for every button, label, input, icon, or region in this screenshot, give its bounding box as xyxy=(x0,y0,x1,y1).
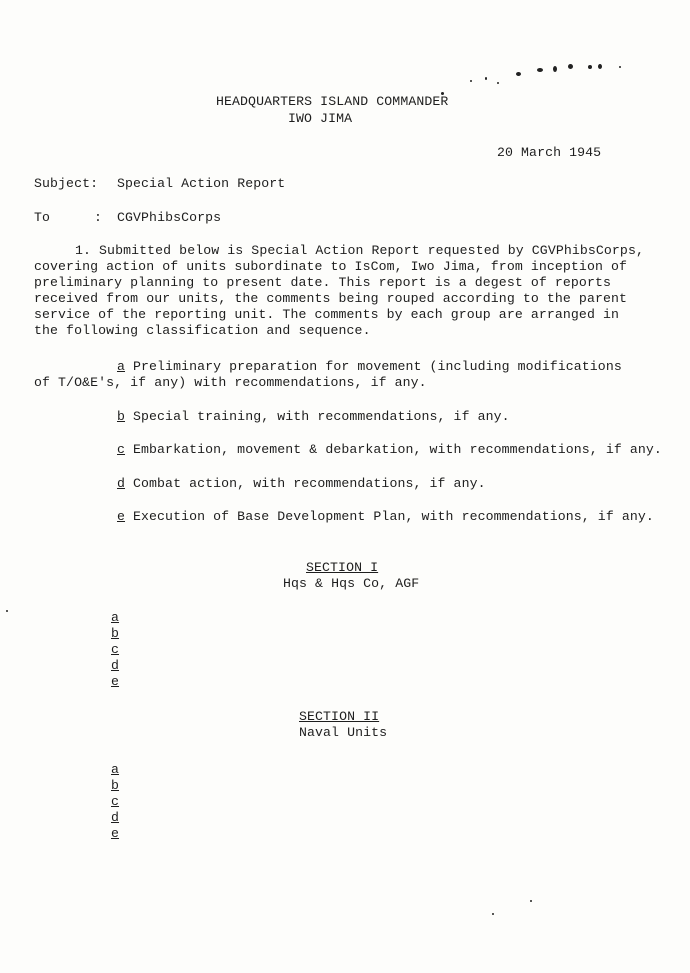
to-label: To xyxy=(34,210,51,225)
section-letter: a xyxy=(111,762,120,777)
subject-label: Subject: xyxy=(34,176,99,191)
section-letter: e xyxy=(111,826,120,841)
paragraph-line: covering action of units subordinate to IsCom, Iwo Jima, from inception of xyxy=(34,259,628,274)
item-letter: c xyxy=(117,442,126,457)
section-letter: e xyxy=(111,674,120,689)
item-letter: e xyxy=(117,509,126,524)
subject-value: Special Action Report xyxy=(117,176,286,191)
section-letter: b xyxy=(111,778,120,793)
paragraph-line: received from our units, the comments being rouped according to the parent xyxy=(34,291,628,306)
section-letter: c xyxy=(111,794,120,809)
section-title: SECTION II xyxy=(299,709,380,724)
item-text: Execution of Base Development Plan, with recommendations, if any. xyxy=(133,509,654,524)
to-value: CGVPhibsCorps xyxy=(117,210,222,225)
header-line-2: IWO JIMA xyxy=(288,111,353,126)
paragraph-line: the following classification and sequence. xyxy=(34,323,371,338)
paragraph-line: service of the reporting unit. The comments by each group are arranged in xyxy=(34,307,620,322)
item-letter: d xyxy=(117,476,126,491)
section-letter: c xyxy=(111,642,120,657)
header-line-1: HEADQUARTERS ISLAND COMMANDER xyxy=(216,94,449,109)
section-letter: d xyxy=(111,658,120,673)
item-text-continued: of T/O&E's, if any) with recommendations, if any. xyxy=(34,375,427,390)
section-letter: a xyxy=(111,610,120,625)
document-date: 20 March 1945 xyxy=(497,145,602,160)
section-letter: d xyxy=(111,810,120,825)
item-letter: a xyxy=(117,359,126,374)
item-text: Preliminary preparation for movement (including modifications xyxy=(133,359,622,374)
item-text: Embarkation, movement & debarkation, with recommendations, if any. xyxy=(133,442,662,457)
section-subtitle: Hqs & Hqs Co, AGF xyxy=(283,576,420,591)
item-text: Special training, with recommendations, if any. xyxy=(133,409,510,424)
section-letter: b xyxy=(111,626,120,641)
section-title: SECTION I xyxy=(306,560,379,575)
item-text: Combat action, with recommendations, if any. xyxy=(133,476,486,491)
paragraph-line: preliminary planning to present date. This report is a degest of reports xyxy=(34,275,611,290)
to-colon: : xyxy=(94,210,103,225)
paragraph-line: 1. Submitted below is Special Action Report requested by CGVPhibsCorps, xyxy=(75,243,644,258)
section-subtitle: Naval Units xyxy=(299,725,388,740)
item-letter: b xyxy=(117,409,126,424)
